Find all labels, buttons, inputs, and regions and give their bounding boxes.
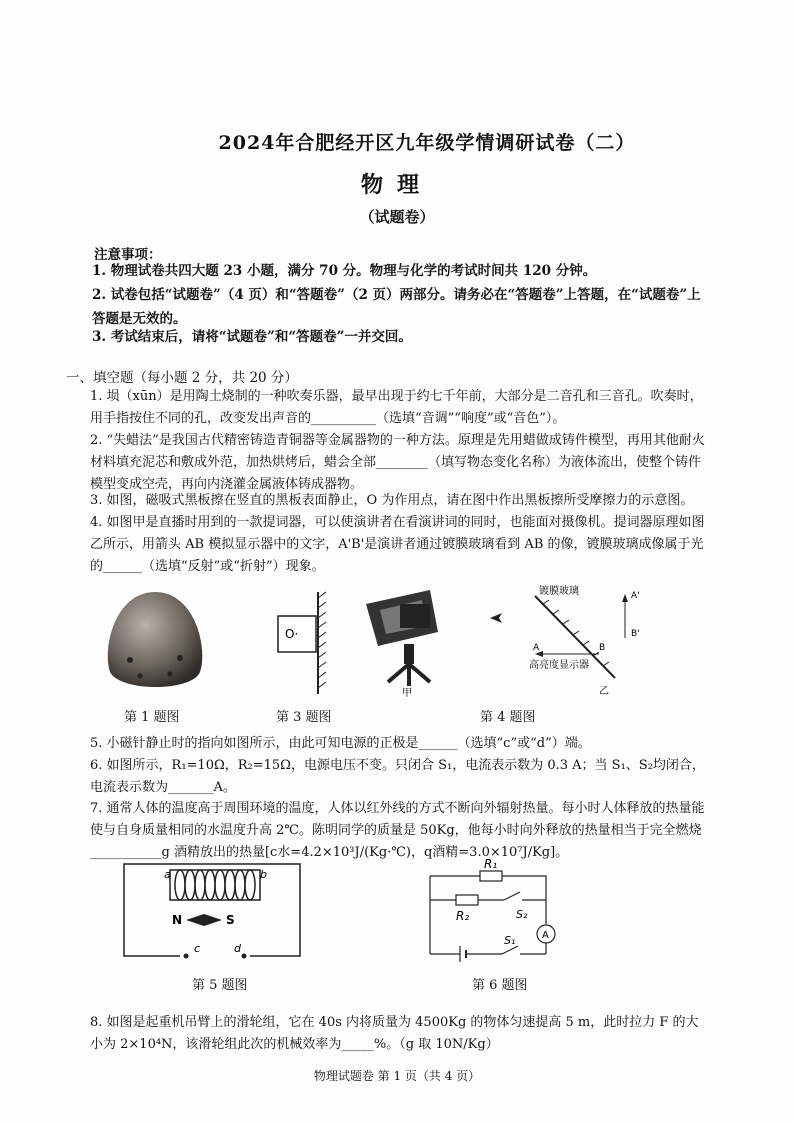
fig5-d-label: d — [234, 942, 241, 955]
note-item: 3. 考试结束后，请将“试题卷”和“答题卷”一并交回。 — [92, 329, 412, 345]
fig4-label-yi: 乙 — [599, 686, 609, 697]
subject-title: 物理 — [360, 172, 433, 198]
question-3: 3. 如图，磁吸式黑板擦在竖直的黑板表面静止，O 为作用点，请在图中作出黑板擦所受摩擦力的示意图。 — [90, 493, 694, 508]
fig5-N-label: N — [172, 913, 183, 927]
notes-heading: 注意事项： — [94, 247, 162, 263]
fig6-S2-label: S₂ — [516, 908, 528, 921]
fig1-xun-image — [100, 588, 210, 698]
fig4-glass-label: 镀膜玻璃 — [539, 586, 579, 597]
fig4-A-prime: A' — [631, 591, 640, 601]
fig4-teleprompter-image — [360, 586, 470, 698]
question-4: 4. 如图甲是直播时用到的一款提词器，可以使演讲者在看演讲词的同时，也能面对摄像机。提词器原理如图乙所示，用箭头 AB 模拟显示器中的文字，A'B'是演讲者通过镀膜玻璃看到 AB 的像，镀膜玻璃成像属于光的______（选填“反射”或“折射”）现象。 — [90, 515, 705, 574]
fig3-eraser-diagram — [270, 590, 340, 700]
fig1-caption: 第 1 题图 — [124, 710, 180, 725]
question-6: 6. 如图所示，R₁=10Ω，R₂=15Ω，电源电压不变。只闭合 S₁，电流表示数为 0.3 A；当 S₁、S₂均闭合，电流表示数为_______A。 — [90, 758, 705, 795]
fig4-optics-diagram — [515, 582, 645, 698]
note-item: 2. 试卷包括“试题卷”（4 页）和“答题卷”（2 页）两部分。请务必在“答题卷”上答题，在“试题卷”上答题是无效的。 — [92, 287, 701, 327]
fig4-B: B — [599, 643, 606, 653]
fig5-S-label: S — [226, 913, 235, 927]
fig4-A: A — [533, 643, 540, 653]
fig3-caption: 第 3 题图 — [276, 710, 332, 725]
fig6-R1-label: R₁ — [484, 857, 498, 871]
question-5: 5. 小磁针静止时的指向如图所示，由此可知电源的正极是______（选填“c”或“d”）端。 — [90, 736, 591, 751]
section-heading: 一、填空题（每小题 2 分，共 20 分） — [66, 370, 298, 386]
question-7: 7. 通常人体的温度高于周围环境的温度，人体以红外线的方式不断向外辐射热量。每小时人体释放的热量能使与自身质量相同的水温度升高 2℃。陈明同学的质量是 50Kg，他每小时向外释放的热量相当于完全燃烧___________g 酒精放出的热量[c水=4.2×10³J/(Kg·℃)，q酒精=3.0×10⁷J/Kg]。 — [90, 801, 705, 860]
fig4-B-prime: B' — [631, 629, 640, 639]
fig6-caption: 第 6 题图 — [472, 978, 528, 993]
exam-title: 2024年合肥经开区九年级学情调研试卷（二） — [218, 132, 636, 154]
fig3-point-label: O· — [285, 627, 299, 641]
fig5-b-label: b — [260, 868, 267, 881]
fig6-ammeter-label: A — [542, 930, 549, 941]
fig5-caption: 第 5 题图 — [192, 978, 248, 993]
fig5-solenoid-diagram — [120, 858, 310, 964]
question-1: 1. 埙（xūn）是用陶土烧制的一种吹奏乐器，最早出现于约七千年前，大部分是二音孔和三音孔。吹奏时，用手指按住不同的孔，改变发出声音的__________（选填“音调”“响度”或“音色”）。 — [90, 389, 703, 426]
eye-icon — [490, 612, 504, 624]
fig6-R2-label: R₂ — [456, 909, 470, 923]
fig4-display-label: 高亮度显示器 — [529, 660, 589, 671]
fig6-S1-label: S₁ — [504, 934, 516, 947]
question-8: 8. 如图是起重机吊臂上的滑轮组，它在 40s 内将质量为 4500Kg 的物体匀速提高 5 m，此时拉力 F 的大小为 2×10⁴N，该滑轮组此次的机械效率为_____%。（g 取 10N/Kg） — [90, 1015, 699, 1052]
page-footer: 物理试题卷 第 1 页（共 4 页） — [313, 1069, 481, 1083]
fig4-caption: 第 4 题图 — [480, 710, 536, 725]
question-2: 2. “失蜡法”是我国古代精密铸造青铜器等金属器物的一种方法。原理是先用蜡做成铸件模型，再用其他耐火材料填充泥芯和敷成外范，加热烘烤后，蜡会全部________（填写物态变化名称）为液体流出，使整个铸件模型变成空壳，再向内浇灌金属液体铸成器物。 — [90, 433, 705, 492]
fig4-label-jia: 甲 — [402, 688, 412, 698]
fig6-circuit-diagram — [420, 848, 570, 966]
fig5-c-label: c — [194, 942, 201, 955]
note-item: 1. 物理试卷共四大题 23 小题，满分 70 分。物理与化学的考试时间共 120 分钟。 — [92, 263, 597, 279]
fig5-a-label: a — [164, 868, 171, 881]
paper-type: （试题卷） — [359, 208, 435, 226]
